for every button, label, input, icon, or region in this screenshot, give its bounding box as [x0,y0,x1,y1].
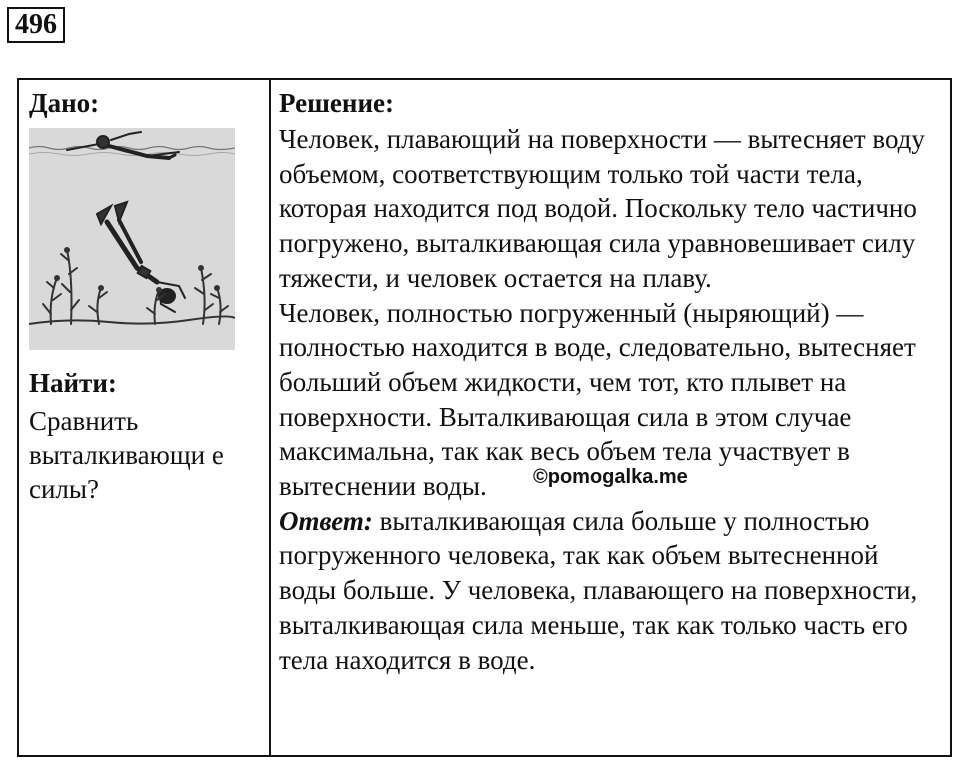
find-heading: Найти: [29,368,117,398]
find-text: Сравнить выталкивающи е силы? [29,406,224,504]
answer-text: выталкивающая сила больше у полностью погруженного человека, так как объем вытесненной воды больше. У человека, плавающего на поверхности, выталкивающая сила меньше, так как только часть его тела находится в воде. [279,505,918,675]
answer-label: Ответ: [279,505,373,536]
watermark: ©pomogalka.me [533,466,688,488]
solution-column [270,79,951,756]
task-table [17,78,952,757]
solution-body [279,122,936,677]
given-column [18,79,270,756]
given-heading: Дано: [29,88,100,118]
solution-heading: Решение: [279,88,394,118]
solution-paragraph-2: Человек, полностью погруженный (ныряющий) — полностью находится в воде, следовательно, вытесняет больший объем жидкости, чем тот, кто плывет на поверхности. Выталкивающая сила в этом случае максимальна, так как весь объем тела участвует в вытеснении воды. [279,297,916,502]
problem-number: 496 [7,7,65,43]
solution-paragraph-1: Человек, плавающий на поверхности — вытесняет воду объемом, соответствующим только той части тела, которая находится под водой. Поскольку тело частично погружено, выталкивающая сила уравновешивает силу тяжести, и человек остается на плаву. [279,124,925,293]
answer-paragraph [279,504,936,678]
swimmers-illustration-icon [29,128,235,350]
